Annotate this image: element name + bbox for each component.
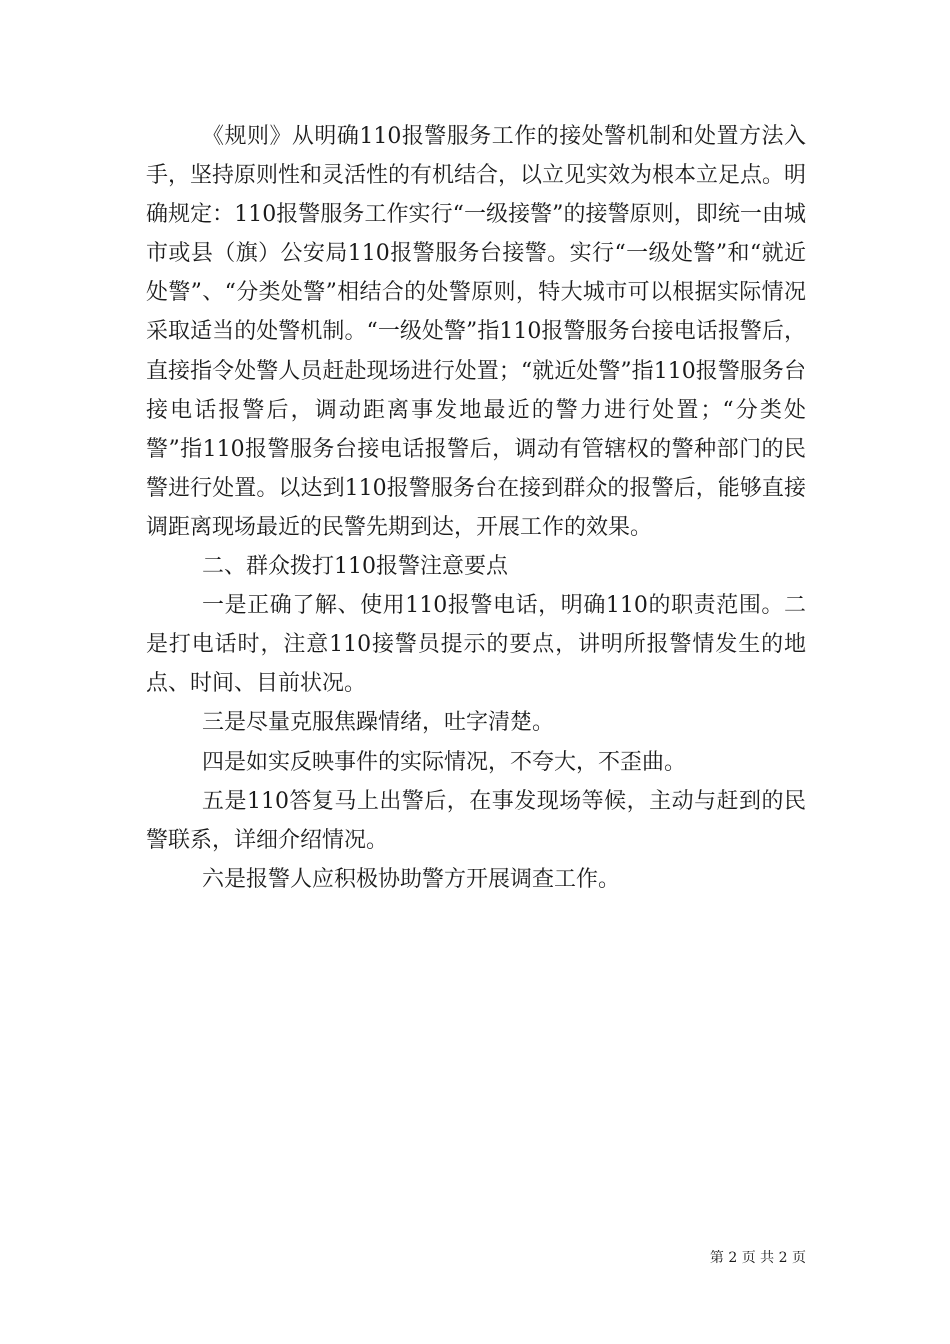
page-number-footer: 第 2 页 共 2 页: [709, 1250, 806, 1266]
body-paragraph: 《规则》从明确110报警服务工作的接处警机制和处置方法入手，坚持原则性和灵活性的有机结合，以立见实效为根本立足点。明确规定：110报警服务工作实行“一级接警”的接警原则，即统一由城市或县（旗）公安局110报警服务台接警。实行“一级处警”和“就近处警”、“分类处警”相结合的处警原则，特大城市可以根据实际情况采取适当的处警机制。“一级处警”指110报警服务台接电话报警后，直接指令处警人员赶赴现场进行处置；“就近处警”指110报警服务台接电话报警后，调动距离事发地最近的警力进行处置；“分类处警”指110报警服务台接电话报警后，调动有管辖权的警种部门的民警进行处置。以达到110报警服务台在接到群众的报警后，能够直接调距离现场最近的民警先期到达，开展工作的效果。: [146, 124, 807, 540]
body-paragraph: 六是报警人应积极协助警方开展调查工作。: [202, 866, 621, 892]
body-paragraph: 五是110答复马上出警后，在事发现场等候，主动与赶到的民警联系，详细介绍情况。: [146, 788, 806, 853]
document-body: [146, 117, 806, 899]
body-paragraph: 四是如实反映事件的实际情况，不夸大，不歪曲。: [202, 749, 687, 775]
body-paragraph: 一是正确了解、使用110报警电话，明确110的职责范围。二是打电话时，注意110接警员提示的要点，讲明所报警情发生的地点、时间、目前状况。: [146, 593, 806, 697]
body-paragraph: 三是尽量克服焦躁情绪，吐字清楚。: [202, 710, 555, 736]
section-heading: 二、群众拨打110报警注意要点: [202, 554, 508, 580]
